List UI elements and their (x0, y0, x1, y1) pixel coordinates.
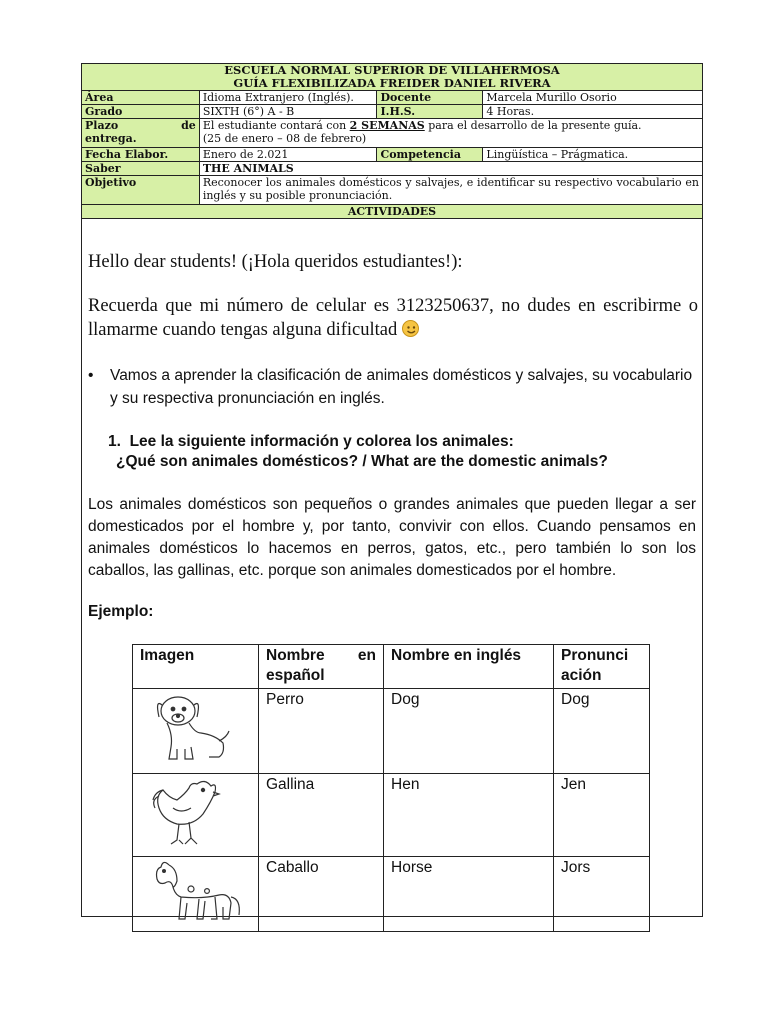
plazo-label-2: de (181, 119, 196, 132)
fecha-label: Fecha Elabor. (82, 148, 200, 162)
competencia-value: Lingüística – Prágmatica. (483, 148, 703, 162)
header-imagen: Imagen (133, 645, 259, 689)
row-en: Dog (384, 689, 554, 774)
bullet-item (88, 364, 696, 410)
row-es: Perro (259, 689, 384, 774)
row-pron: Jen (554, 774, 650, 857)
header-pron-part-2: ación (561, 667, 602, 684)
area-label: Área (82, 91, 200, 105)
plazo-label-3: entrega. (85, 132, 137, 145)
saber-label: Saber (82, 162, 200, 176)
plazo-weeks: 2 SEMANAS (349, 119, 425, 132)
table-row (133, 857, 650, 932)
competencia-label: Competencia (377, 148, 483, 162)
header-pron-part-1: Pronunci (561, 647, 629, 664)
hen-image-cell (133, 774, 259, 857)
row-en: Hen (384, 774, 554, 857)
domestic-paragraph: Los animales domésticos son pequeños o grandes animales que pueden llegar a ser domesticados por el hombre y, por tanto, convivir con ellos. Cuando pensamos en animales domésticos lo hacemos en perros, gatos, etc., pero también lo son los caballos, las gallinas, etc. porque son animales domesticados por el hombre. (88, 496, 696, 579)
bullet-dot-icon: • (88, 367, 94, 384)
row-pron: Jors (554, 857, 650, 932)
plazo-text-pre: El estudiante contará con (202, 119, 350, 132)
header-nombre-en: Nombre en inglés (384, 645, 554, 689)
horse-icon (133, 857, 257, 925)
smiley-icon (402, 320, 419, 337)
table-header-row (133, 645, 650, 689)
table-row (133, 689, 650, 774)
bullet-text: Vamos a aprender la clasificación de animales domésticos y salvajes, su vocabulario y su respectiva pronunciación en inglés. (110, 367, 693, 407)
ihs-label: I.H.S. (377, 105, 483, 119)
contact-note (88, 294, 698, 342)
school-name: ESCUELA NORMAL SUPERIOR DE VILLAHERMOSA (224, 63, 560, 77)
row-pron: Dog (554, 689, 650, 774)
animals-table (132, 644, 650, 932)
objetivo-label: Objetivo (82, 176, 200, 205)
header-title (82, 64, 703, 91)
hen-icon (133, 774, 257, 850)
row-en: Horse (384, 857, 554, 932)
activity-text: Lee la siguiente información y colorea los animales: (129, 433, 514, 450)
header-pronunciacion (554, 645, 650, 689)
plazo-label (82, 119, 200, 148)
docente-label: Docente (377, 91, 483, 105)
guide-header-table (81, 63, 703, 219)
docente-value: Marcela Murillo Osorio (483, 91, 703, 105)
header-nombre-es (259, 645, 384, 689)
actividades-heading: ACTIVIDADES (82, 205, 703, 219)
header-es-word-2: en (357, 647, 376, 664)
plazo-text-post: para el desarrollo de la presente guía. (424, 119, 642, 132)
header-es-word-3: español (266, 667, 325, 684)
header-es-word-1: Nombre (266, 647, 325, 664)
horse-image-cell (133, 857, 259, 932)
guide-name: GUÍA FLEXIBILIZADA FREIDER DANIEL RIVERA (233, 76, 551, 90)
area-value: Idioma Extranjero (Inglés). (199, 91, 377, 105)
grado-label: Grado (82, 105, 200, 119)
greeting: Hello dear students! (¡Hola queridos estudiantes!): (88, 252, 463, 272)
row-es: Gallina (259, 774, 384, 857)
table-row (133, 774, 650, 857)
objetivo-value: Reconocer los animales domésticos y salvajes, e identificar su respectivo vocabulario en inglés y su posible pronunciación. (199, 176, 702, 205)
ihs-value: 4 Horas. (483, 105, 703, 119)
plazo-label-1: Plazo (85, 119, 119, 132)
grado-value: SIXTH (6°) A - B (199, 105, 377, 119)
activity-1 (108, 430, 514, 453)
plazo-value (199, 119, 702, 148)
dog-icon (133, 689, 257, 767)
plazo-dates: (25 de enero – 08 de febrero) (202, 132, 367, 145)
contact-note-text: Recuerda que mi número de celular es 3123250637, no dudes en escribirme o llamarme cuando tengas alguna dificultad (88, 296, 698, 340)
activity-number: 1. (108, 433, 121, 450)
dog-image-cell (133, 689, 259, 774)
saber-value: THE ANIMALS (199, 162, 702, 176)
example-label: Ejemplo: (88, 603, 154, 620)
row-es: Caballo (259, 857, 384, 932)
domestic-question: ¿Qué son animales domésticos? / What are the domestic animals? (116, 453, 608, 470)
fecha-value: Enero de 2.021 (199, 148, 377, 162)
